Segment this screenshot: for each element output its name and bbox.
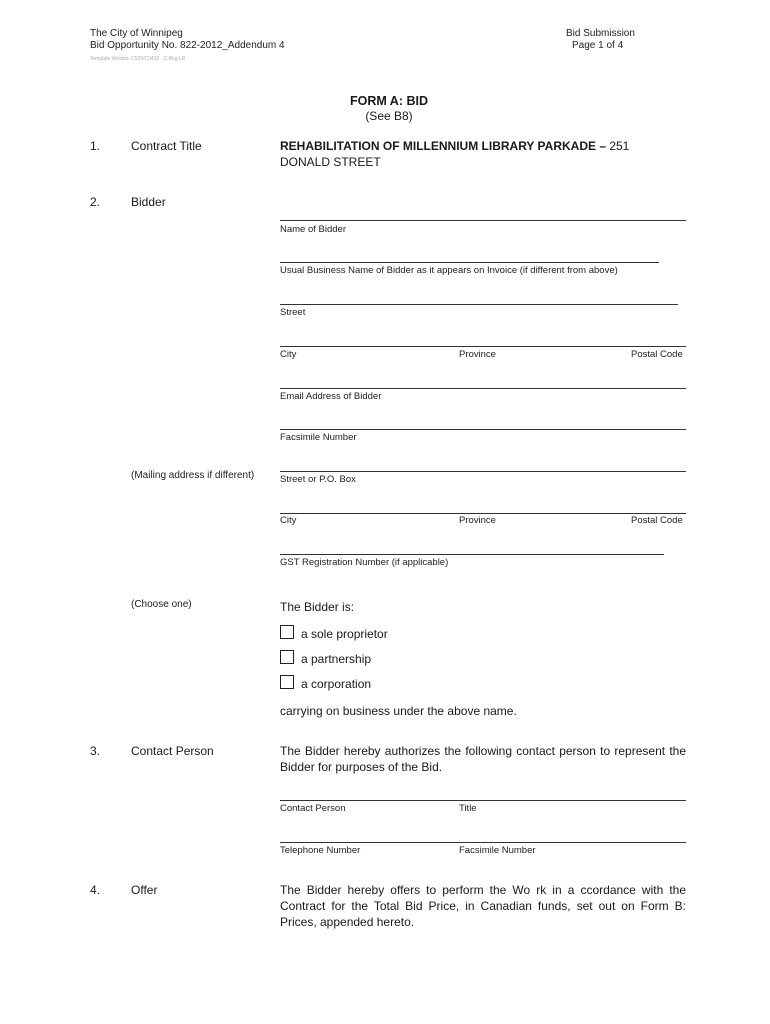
contract-title-bold: REHABILITATION OF MILLENNIUM LIBRARY PARKADE – bbox=[280, 139, 606, 153]
pobox-input[interactable] bbox=[280, 457, 686, 471]
template-version: Template Version: C520/C0410 · C-Bkg LR bbox=[90, 56, 186, 62]
section-label-contract-title: Contract Title bbox=[131, 139, 202, 153]
contact-title-label: Title bbox=[459, 803, 477, 814]
city-province-postal-input[interactable] bbox=[280, 332, 686, 346]
contact-person-line bbox=[280, 800, 686, 801]
street-input[interactable] bbox=[280, 290, 678, 304]
gst-label: GST Registration Number (if applicable) bbox=[280, 557, 449, 568]
section-number-4: 4. bbox=[90, 883, 101, 897]
pobox-line bbox=[280, 471, 686, 472]
bid-opportunity-number: Bid Opportunity No. 822-2012_Addendum 4 bbox=[90, 40, 285, 51]
contact-fax-label: Facsimile Number bbox=[459, 845, 536, 856]
business-name-label: Usual Business Name of Bidder as it appears on Invoice (if different from above) bbox=[280, 265, 618, 276]
section-label-offer: Offer bbox=[131, 883, 158, 897]
mailing-city-line bbox=[280, 513, 686, 514]
fax-line bbox=[280, 429, 686, 430]
contract-title-number: 251 bbox=[606, 139, 630, 153]
mailing-city-input[interactable] bbox=[280, 499, 686, 513]
form-title: FORM A: BID bbox=[350, 94, 428, 108]
section-label-bidder: Bidder bbox=[131, 195, 166, 209]
contract-title-text bbox=[280, 138, 629, 154]
page-number: Page 1 of 4 bbox=[572, 40, 624, 51]
offer-text: The Bidder hereby offers to perform the Wo rk in a ccordance with the Contract for the Total Bid Price, in Canadian funds, set out on Form B: Prices, appended hereto. bbox=[280, 883, 686, 929]
business-name-input[interactable] bbox=[280, 248, 659, 262]
bid-submission-label: Bid Submission bbox=[566, 28, 635, 39]
partnership-checkbox[interactable] bbox=[280, 650, 294, 664]
carrying-on-business-text: carrying on business under the above name. bbox=[280, 704, 517, 718]
section-number-3: 3. bbox=[90, 744, 101, 758]
bidder-name-line bbox=[280, 220, 686, 221]
corporation-checkbox[interactable] bbox=[280, 675, 294, 689]
section-number-2: 2. bbox=[90, 195, 101, 209]
pobox-label: Street or P.O. Box bbox=[280, 474, 356, 485]
gst-line bbox=[280, 554, 664, 555]
street-line bbox=[280, 304, 678, 305]
form-see-ref: (See B8) bbox=[365, 109, 413, 123]
business-name-line bbox=[280, 262, 659, 263]
sole-proprietor-checkbox[interactable] bbox=[280, 625, 294, 639]
fax-input[interactable] bbox=[280, 415, 686, 429]
postal-code-label: Postal Code bbox=[631, 349, 683, 360]
choose-one-note: (Choose one) bbox=[131, 599, 192, 610]
telephone-number-label: Telephone Number bbox=[280, 845, 361, 856]
contact-person-label: Contact Person bbox=[280, 803, 346, 814]
bidder-is-prompt: The Bidder is: bbox=[280, 600, 355, 614]
mailing-address-note: (Mailing address if different) bbox=[131, 470, 255, 481]
contact-authorization-text: The Bidder hereby authorizes the following contact person to represent the Bidder for purposes of the Bid. bbox=[280, 744, 686, 774]
email-line bbox=[280, 388, 686, 389]
city-line bbox=[280, 346, 686, 347]
section-number-1: 1. bbox=[90, 139, 101, 153]
bidder-name-input[interactable] bbox=[280, 206, 686, 220]
mailing-city-label: City bbox=[280, 515, 297, 526]
mailing-postal-label: Postal Code bbox=[631, 515, 683, 526]
contact-phone-line bbox=[280, 842, 686, 843]
corporation-label: a corporation bbox=[301, 677, 372, 691]
fax-label: Facsimile Number bbox=[280, 432, 357, 443]
city-label: City bbox=[280, 349, 297, 360]
email-input[interactable] bbox=[280, 374, 686, 388]
bidder-name-label: Name of Bidder bbox=[280, 224, 347, 235]
street-label: Street bbox=[280, 307, 306, 318]
contact-person-input[interactable] bbox=[280, 786, 686, 800]
partnership-label: a partnership bbox=[301, 652, 372, 666]
contact-phone-input[interactable] bbox=[280, 828, 686, 842]
contract-title-line2: DONALD STREET bbox=[280, 155, 381, 169]
gst-input[interactable] bbox=[280, 540, 664, 554]
mailing-province-label: Province bbox=[459, 515, 496, 526]
province-label: Province bbox=[459, 349, 496, 360]
sole-proprietor-label: a sole proprietor bbox=[301, 627, 388, 641]
org-name: The City of Winnipeg bbox=[90, 28, 183, 39]
section-label-contact-person: Contact Person bbox=[131, 744, 214, 758]
email-label: Email Address of Bidder bbox=[280, 391, 382, 402]
